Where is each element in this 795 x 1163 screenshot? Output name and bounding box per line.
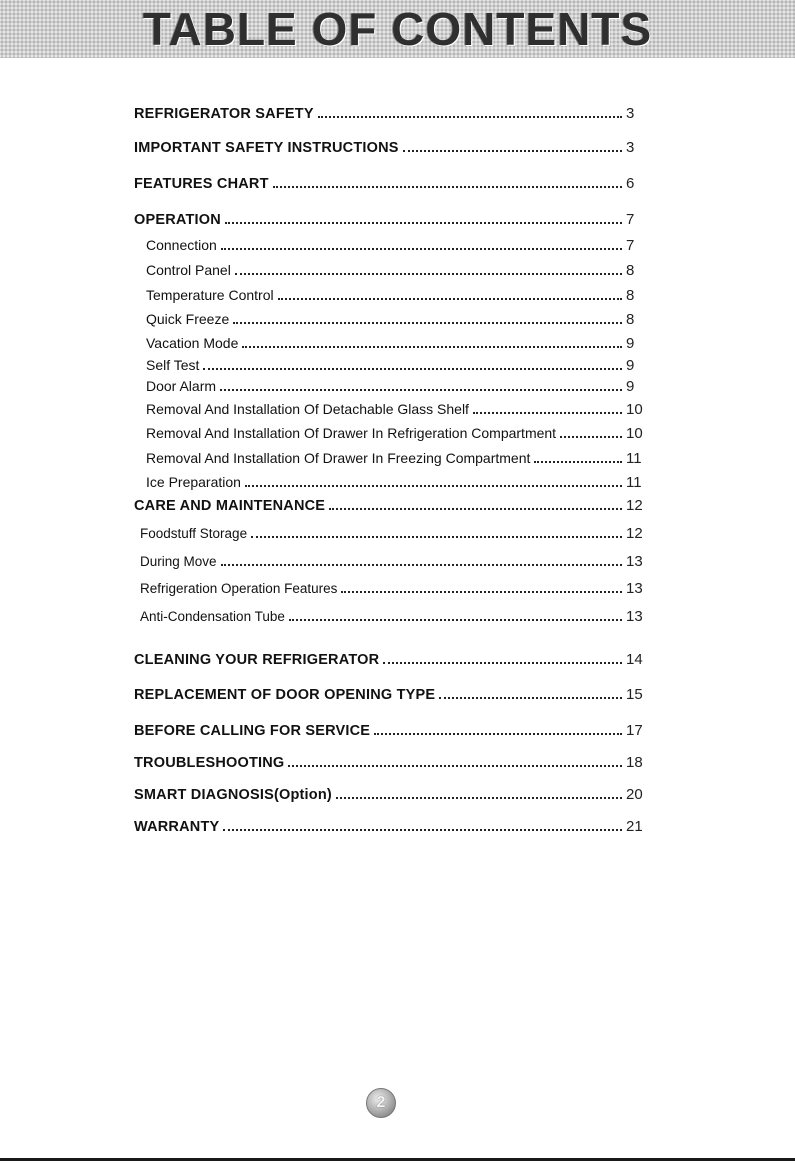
toc-entry [134, 425, 654, 442]
toc-entry [134, 401, 654, 418]
dot-leader [289, 619, 622, 621]
toc-entry [134, 357, 654, 374]
toc-entry-title: REPLACEMENT OF DOOR OPENING TYPE [134, 687, 436, 703]
toc-entry-page: 8 [626, 262, 635, 279]
toc-entry-title: Anti-Condensation Tube [140, 609, 285, 624]
dot-leader [534, 461, 622, 463]
toc-entry-page: 3 [626, 139, 635, 156]
dot-leader [245, 485, 622, 487]
dot-leader [235, 273, 622, 275]
dot-leader [221, 248, 622, 250]
toc-entry [134, 335, 654, 352]
dot-leader [203, 368, 622, 370]
toc-entry-page: 11 [626, 450, 642, 467]
toc-entry-page: 12 [626, 525, 643, 542]
dot-leader [225, 222, 622, 224]
toc-entry-page: 10 [626, 401, 643, 418]
dot-leader [383, 662, 622, 664]
toc-entry [134, 139, 654, 156]
toc-entry-title: OPERATION [134, 212, 221, 228]
toc-entry [134, 262, 654, 279]
toc-entry-page: 20 [626, 786, 643, 803]
toc-entry-title: SMART DIAGNOSIS(Option) [134, 787, 332, 803]
toc-entry-page: 11 [626, 474, 642, 491]
page-title: TABLE OF CONTENTS [142, 3, 653, 55]
page-number-badge: 2 [366, 1088, 396, 1118]
toc-entry-page: 8 [626, 287, 635, 304]
toc-entry [134, 651, 654, 668]
toc-entry-page: 3 [626, 105, 635, 122]
toc-entry [134, 237, 654, 254]
toc-entry-title: Connection [146, 237, 217, 253]
toc-entry-title: REFRIGERATOR SAFETY [134, 106, 314, 122]
toc-entry-page: 21 [626, 818, 643, 835]
toc-entry-page: 9 [626, 335, 635, 352]
toc-entry-title: FEATURES CHART [134, 176, 269, 192]
toc-entry-title: Control Panel [146, 262, 231, 278]
toc-entry [134, 474, 654, 491]
toc-entry-page: 9 [626, 357, 635, 374]
toc-entry [134, 818, 654, 835]
toc-entry-title: WARRANTY [134, 819, 220, 835]
dot-leader [341, 591, 622, 593]
toc-entry [134, 580, 654, 597]
dot-leader [336, 797, 622, 799]
toc-entry-title: Ice Preparation [146, 474, 241, 490]
toc-entry-title: During Move [140, 554, 217, 569]
toc-entry-title: CARE AND MAINTENANCE [134, 498, 326, 514]
toc-entry-title: CLEANING YOUR REFRIGERATOR [134, 652, 380, 668]
toc-entry [134, 287, 654, 304]
dot-leader [439, 697, 622, 699]
dot-leader [288, 765, 622, 767]
dot-leader [278, 298, 622, 300]
toc-entry [134, 608, 654, 625]
toc-entry [134, 754, 654, 771]
dot-leader [403, 150, 622, 152]
dot-leader [221, 564, 622, 566]
toc-entry-page: 17 [626, 722, 643, 739]
toc-entry-page: 9 [626, 378, 635, 395]
toc-entry [134, 497, 654, 514]
dot-leader [242, 346, 622, 348]
toc-entry [134, 175, 654, 192]
toc-entry-title: Door Alarm [146, 378, 217, 394]
toc-entry-page: 7 [626, 211, 635, 228]
toc-entry-title: TROUBLESHOOTING [134, 755, 285, 771]
toc-entry-title: Removal And Installation Of Detachable Glass Shelf [146, 401, 469, 417]
toc-entry-page: 14 [626, 651, 643, 668]
dot-leader [223, 829, 622, 831]
toc-entry-title: Temperature Control [146, 287, 274, 303]
dot-leader [560, 436, 622, 438]
toc-entry-title: Foodstuff Storage [140, 526, 248, 541]
toc-entry [134, 553, 654, 570]
toc-entry-page: 6 [626, 175, 635, 192]
toc-entry-page: 12 [626, 497, 643, 514]
toc-entry-page: 13 [626, 553, 643, 570]
toc-entry [134, 311, 654, 328]
toc-entry-title: Removal And Installation Of Drawer In Freezing Compartment [146, 450, 531, 466]
toc-entry-page: 13 [626, 580, 643, 597]
toc-entry [134, 211, 654, 228]
toc-entry [134, 525, 654, 542]
toc-entry-title: Refrigeration Operation Features [140, 581, 338, 596]
toc-entry [134, 786, 654, 803]
dot-leader [273, 186, 622, 188]
toc-entry-title: Quick Freeze [146, 311, 230, 327]
toc-entry [134, 722, 654, 739]
toc-entry-page: 18 [626, 754, 643, 771]
toc-entry [134, 450, 654, 467]
toc-entry-title: IMPORTANT SAFETY INSTRUCTIONS [134, 140, 399, 156]
dot-leader [329, 508, 622, 510]
toc-entry [134, 105, 654, 122]
dot-leader [473, 412, 622, 414]
toc-entry-title: Vacation Mode [146, 335, 239, 351]
dot-leader [233, 322, 622, 324]
toc-entry [134, 378, 654, 395]
toc-entry-title: Removal And Installation Of Drawer In Refrigeration Compartment [146, 425, 557, 441]
toc-entry-title: Self Test [146, 357, 200, 373]
toc-entry-page: 15 [626, 686, 643, 703]
toc-entry-page: 7 [626, 237, 635, 254]
toc-entry-page: 10 [626, 425, 643, 442]
toc-entry-page: 8 [626, 311, 635, 328]
toc-entry [134, 686, 654, 703]
dot-leader [251, 536, 622, 538]
toc-entry-title: BEFORE CALLING FOR SERVICE [134, 723, 371, 739]
dot-leader [318, 116, 622, 118]
dot-leader [374, 733, 622, 735]
toc-entry-page: 13 [626, 608, 643, 625]
bottom-divider [0, 1158, 795, 1161]
dot-leader [220, 389, 622, 391]
